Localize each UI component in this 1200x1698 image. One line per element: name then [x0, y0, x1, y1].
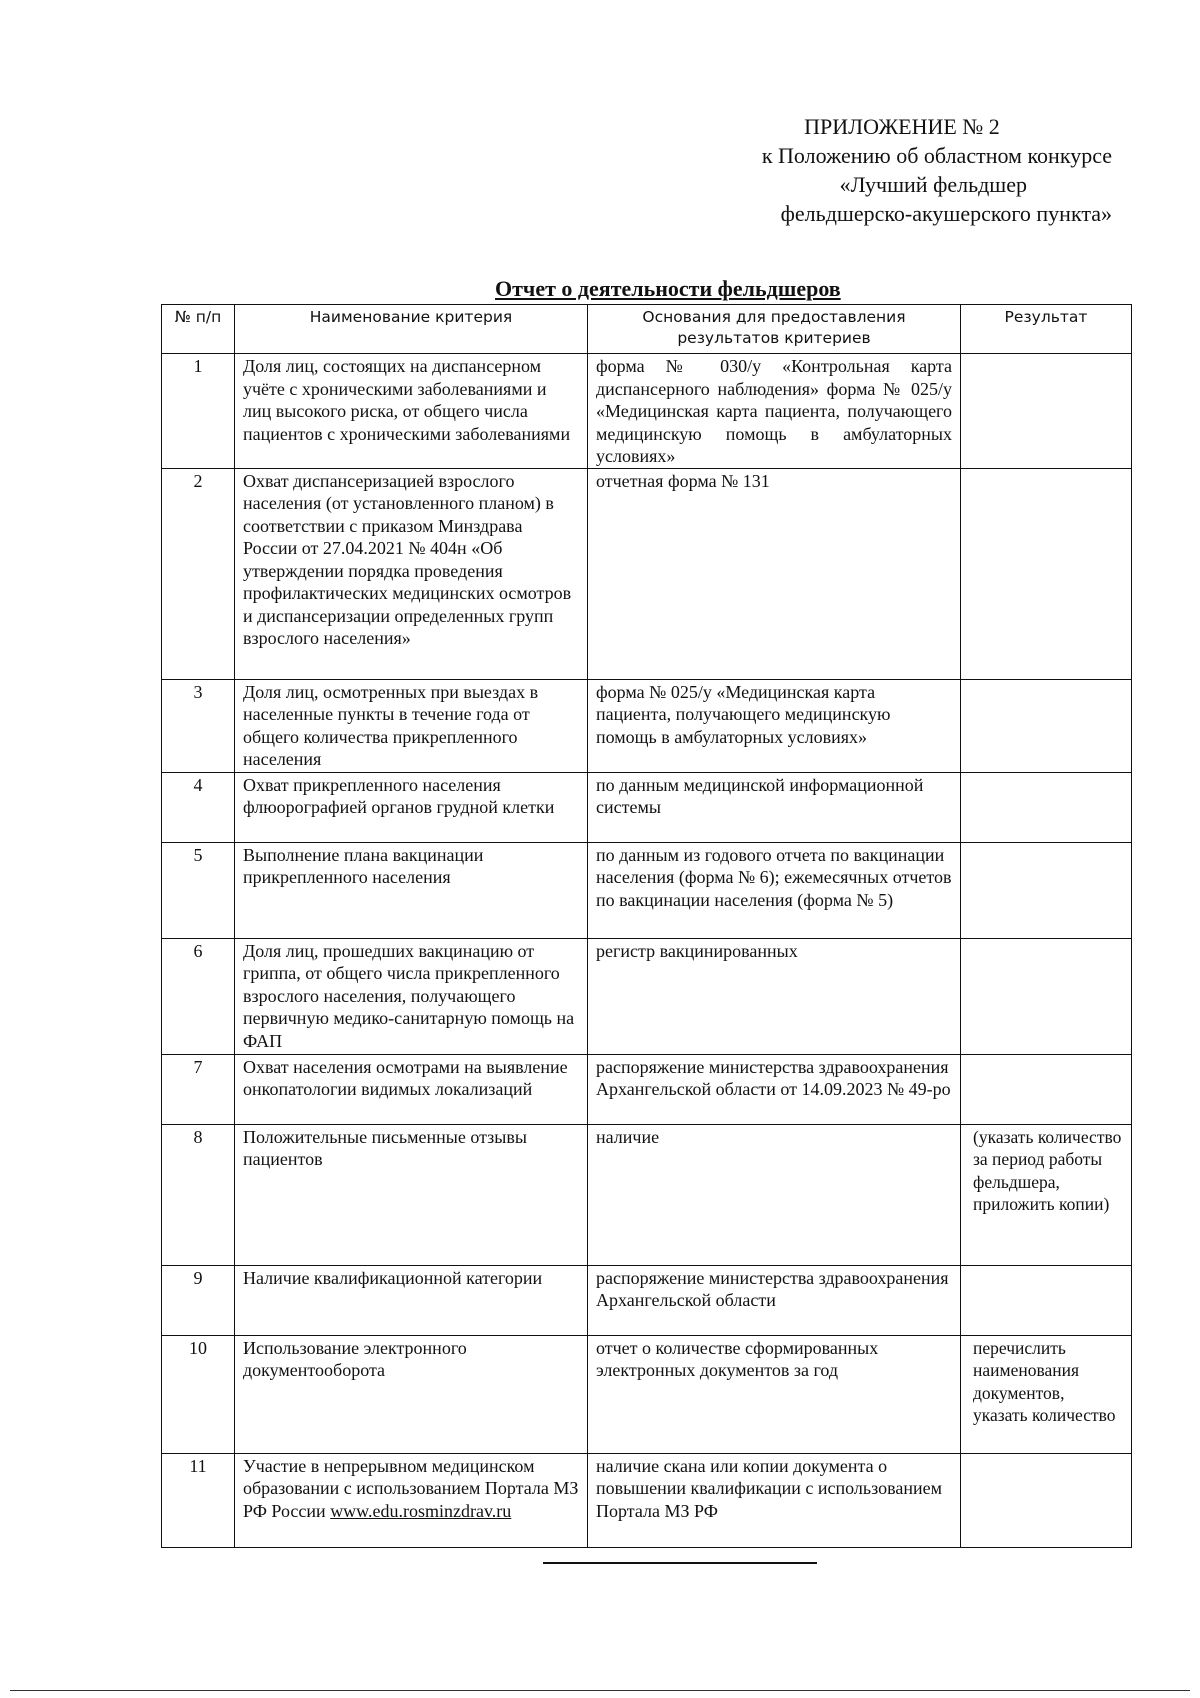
row-number: 3: [162, 679, 235, 772]
header-criterion: Наименование критерия: [235, 305, 588, 354]
result-cell: [961, 354, 1132, 469]
table-row: [162, 842, 1132, 938]
table-row: [162, 1453, 1132, 1547]
header-num: № п/п: [162, 305, 235, 354]
result-cell: [961, 842, 1132, 938]
row-number: 1: [162, 354, 235, 469]
result-cell: [961, 1054, 1132, 1124]
basis-cell: отчет о количестве сформированных электронных документов за год: [588, 1335, 961, 1453]
criterion-cell: Использование электронного документооборота: [235, 1335, 588, 1453]
criterion-cell: Охват прикрепленного населения флюорографией органов грудной клетки: [235, 772, 588, 842]
appendix-header: [652, 112, 1112, 228]
row-number: 9: [162, 1265, 235, 1335]
end-of-document-rule: [543, 1562, 817, 1564]
table-row: [162, 679, 1132, 772]
row-number: 11: [162, 1453, 235, 1547]
basis-cell: наличие: [588, 1124, 961, 1265]
contest-name-line1: «Лучший фельдшер: [839, 172, 1027, 197]
table-row: [162, 772, 1132, 842]
appendix-number: ПРИЛОЖЕНИЕ № 2: [804, 114, 1000, 139]
result-cell: [961, 938, 1132, 1054]
row-number: 5: [162, 842, 235, 938]
basis-cell: по данным из годового отчета по вакцинации населения (форма № 6); ежемесячных отчетов по вакцинации населения (форма № 5): [588, 842, 961, 938]
basis-cell: форма № 030/у «Контрольная карта диспансерного наблюдения» форма № 025/у «Медицинская карта пациента, получающего медицинскую помощь в амбулаторных условиях»: [588, 354, 961, 469]
table-row: [162, 468, 1132, 679]
basis-cell: регистр вакцинированных: [588, 938, 961, 1054]
table-row: [162, 938, 1132, 1054]
table-row: [162, 354, 1132, 469]
rosminzdrav-portal-link[interactable]: www.edu.rosminzdrav.ru: [330, 1500, 512, 1521]
table-row: [162, 1265, 1132, 1335]
table-header-row: [162, 305, 1132, 354]
basis-cell: по данным медицинской информационной системы: [588, 772, 961, 842]
appendix-reference: к Положению об областном конкурсе: [761, 143, 1112, 168]
contest-name-line2: фельдшерско-акушерского пункта»: [780, 201, 1112, 226]
row-number: 7: [162, 1054, 235, 1124]
result-cell: [961, 1453, 1132, 1547]
basis-cell: форма № 025/у «Медицинская карта пациента, получающего медицинскую помощь в амбулаторных условиях»: [588, 679, 961, 772]
result-cell: (указать количество за период работы фельдшера, приложить копии): [961, 1124, 1132, 1265]
criterion-cell: Выполнение плана вакцинации прикрепленного населения: [235, 842, 588, 938]
row-number: 8: [162, 1124, 235, 1265]
header-result: Результат: [961, 305, 1132, 354]
criterion-cell: [235, 1453, 588, 1547]
result-cell: [961, 772, 1132, 842]
basis-cell: наличие скана или копии документа о повышении квалификации с использованием Портала МЗ РФ: [588, 1453, 961, 1547]
result-cell: [961, 1265, 1132, 1335]
criterion-cell: Охват диспансеризацией взрослого населения (от установленного планом) в соответствии с приказом Минздрава России от 27.04.2021 № 404н «Об утверждении порядка проведения профилактических медицинских осмотров и диспансеризации определенных групп взрослого населения»: [235, 468, 588, 679]
basis-cell: распоряжение министерства здравоохранения Архангельской области: [588, 1265, 961, 1335]
row-number: 2: [162, 468, 235, 679]
report-title: Отчет о деятельности фельдшеров: [495, 276, 841, 301]
result-cell: перечислить наименования документов, указать количество: [961, 1335, 1132, 1453]
criterion-cell: Положительные письменные отзывы пациентов: [235, 1124, 588, 1265]
page-bottom-edge: [10, 1690, 1190, 1691]
table-row: [162, 1054, 1132, 1124]
criteria-table: [161, 304, 1132, 1548]
row-number: 4: [162, 772, 235, 842]
criterion-cell: Доля лиц, состоящих на диспансерном учёте с хроническими заболеваниями и лиц высокого риска, от общего числа пациентов с хроническими заболеваниями: [235, 354, 588, 469]
row-number: 6: [162, 938, 235, 1054]
criterion-cell: Наличие квалификационной категории: [235, 1265, 588, 1335]
basis-cell: отчетная форма № 131: [588, 468, 961, 679]
basis-cell: распоряжение министерства здравоохранения Архангельской области от 14.09.2023 № 49-ро: [588, 1054, 961, 1124]
criterion-cell: Доля лиц, прошедших вакцинацию от гриппа, от общего числа прикрепленного взрослого населения, получающего первичную медико-санитарную помощь на ФАП: [235, 938, 588, 1054]
result-cell: [961, 679, 1132, 772]
table-row: [162, 1335, 1132, 1453]
row-number: 10: [162, 1335, 235, 1453]
criterion-cell: Доля лиц, осмотренных при выездах в населенные пункты в течение года от общего количества прикрепленного населения: [235, 679, 588, 772]
criterion-text: Участие в непрерывном медицинском образовании с использованием Портала МЗ РФ России: [243, 1455, 579, 1521]
table-row: [162, 1124, 1132, 1265]
header-basis: Основания для предоставления результатов критериев: [588, 305, 961, 354]
result-cell: [961, 468, 1132, 679]
criterion-cell: Охват населения осмотрами на выявление онкопатологии видимых локализаций: [235, 1054, 588, 1124]
